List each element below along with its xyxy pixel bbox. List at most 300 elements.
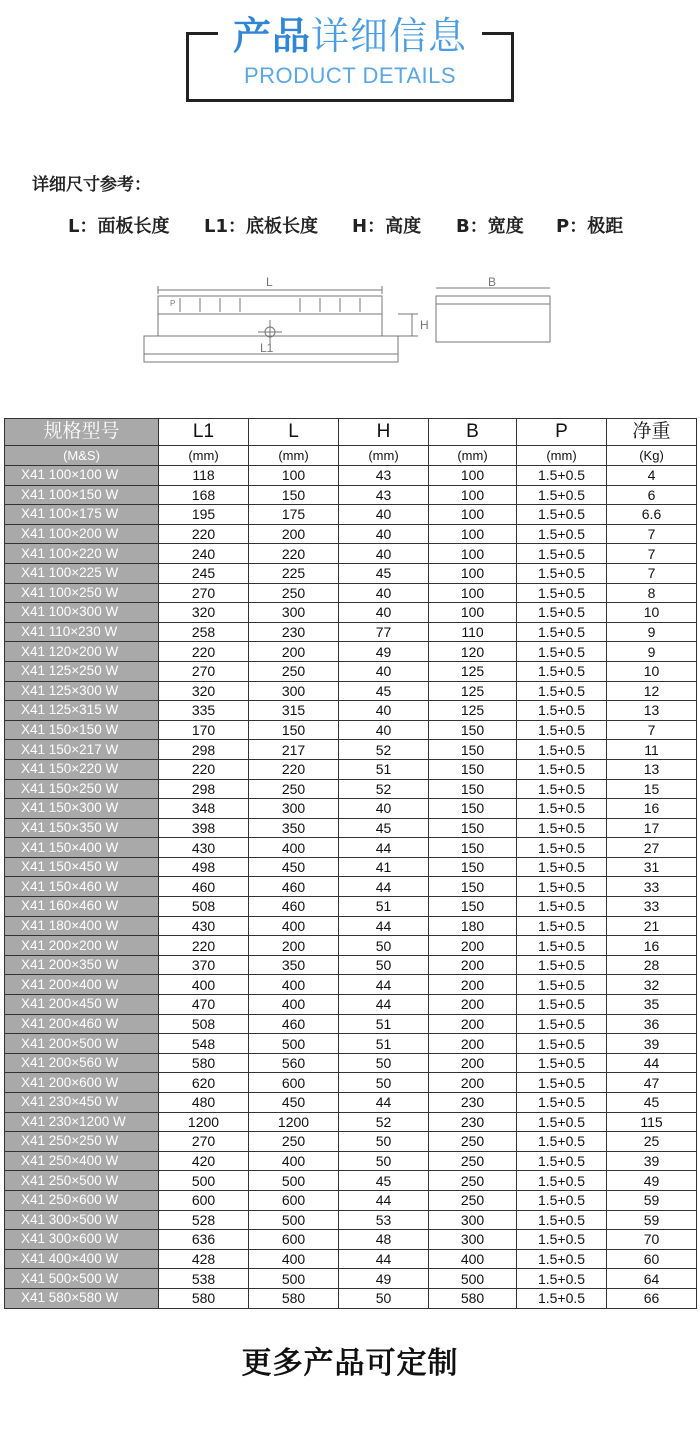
drawing-label-h: H — [420, 318, 429, 332]
cell-weight: 31 — [607, 857, 697, 877]
cell-l: 350 — [249, 955, 339, 975]
cell-b: 125 — [429, 701, 517, 721]
cell-b: 300 — [429, 1210, 517, 1230]
cell-model: X41 200×560 W — [5, 1053, 159, 1073]
cell-l: 450 — [249, 857, 339, 877]
cell-l: 300 — [249, 681, 339, 701]
cell-weight: 13 — [607, 759, 697, 779]
table-row — [5, 1053, 697, 1073]
drawing-label-l: L — [266, 276, 273, 289]
cell-l1: 548 — [159, 1034, 249, 1054]
cell-l: 230 — [249, 622, 339, 642]
table-units-row — [5, 446, 697, 466]
cell-b: 200 — [429, 1034, 517, 1054]
cell-weight: 39 — [607, 1034, 697, 1054]
cell-h: 44 — [339, 916, 429, 936]
table-row — [5, 1269, 697, 1289]
cell-model: X41 150×450 W — [5, 857, 159, 877]
cell-model: X41 120×200 W — [5, 642, 159, 662]
cell-h: 45 — [339, 681, 429, 701]
table-row — [5, 701, 697, 721]
cell-l1: 636 — [159, 1230, 249, 1250]
cell-b: 200 — [429, 975, 517, 995]
cell-h: 44 — [339, 975, 429, 995]
cell-h: 50 — [339, 955, 429, 975]
cell-b: 250 — [429, 1151, 517, 1171]
cell-p: 1.5+0.5 — [517, 838, 607, 858]
cell-b: 230 — [429, 1093, 517, 1113]
cell-l: 220 — [249, 544, 339, 564]
cell-p: 1.5+0.5 — [517, 1132, 607, 1152]
cell-p: 1.5+0.5 — [517, 1269, 607, 1289]
table-row — [5, 1093, 697, 1113]
page-subtitle: PRODUCT DETAILS — [243, 63, 457, 88]
cell-h: 40 — [339, 603, 429, 623]
cell-weight: 12 — [607, 681, 697, 701]
cell-h: 52 — [339, 779, 429, 799]
unit-b: (mm) — [429, 446, 517, 466]
cell-l1: 1200 — [159, 1112, 249, 1132]
cell-p: 1.5+0.5 — [517, 916, 607, 936]
cell-h: 50 — [339, 1073, 429, 1093]
cell-l: 460 — [249, 897, 339, 917]
cell-model: X41 150×350 W — [5, 818, 159, 838]
header-h: H — [339, 419, 429, 446]
cell-l: 580 — [249, 1288, 339, 1308]
cell-p: 1.5+0.5 — [517, 740, 607, 760]
header-model: 规格型号 — [5, 419, 159, 446]
specs-table — [4, 418, 697, 1309]
cell-h: 44 — [339, 995, 429, 1015]
cell-l: 400 — [249, 1151, 339, 1171]
cell-p: 1.5+0.5 — [517, 622, 607, 642]
cell-b: 100 — [429, 466, 517, 486]
cell-h: 50 — [339, 1132, 429, 1152]
cell-model: X41 250×500 W — [5, 1171, 159, 1191]
table-row — [5, 995, 697, 1015]
cell-model: X41 100×200 W — [5, 524, 159, 544]
table-row — [5, 485, 697, 505]
table-row — [5, 1132, 697, 1152]
cell-weight: 66 — [607, 1288, 697, 1308]
cell-l: 250 — [249, 661, 339, 681]
cell-h: 49 — [339, 1269, 429, 1289]
cell-model: X41 200×600 W — [5, 1073, 159, 1093]
cell-h: 40 — [339, 799, 429, 819]
cell-h: 44 — [339, 877, 429, 897]
cell-b: 400 — [429, 1249, 517, 1269]
cell-l: 1200 — [249, 1112, 339, 1132]
cell-h: 51 — [339, 1034, 429, 1054]
cell-h: 50 — [339, 1288, 429, 1308]
table-row — [5, 505, 697, 525]
cell-weight: 28 — [607, 955, 697, 975]
cell-b: 150 — [429, 857, 517, 877]
cell-l1: 320 — [159, 603, 249, 623]
cell-l: 350 — [249, 818, 339, 838]
cell-l1: 600 — [159, 1190, 249, 1210]
cell-p: 1.5+0.5 — [517, 661, 607, 681]
header-weight: 净重 — [607, 419, 697, 446]
cell-b: 110 — [429, 622, 517, 642]
cell-model: X41 100×225 W — [5, 563, 159, 583]
cell-model: X41 150×150 W — [5, 720, 159, 740]
cell-h: 44 — [339, 1093, 429, 1113]
cell-weight: 6 — [607, 485, 697, 505]
cell-l: 400 — [249, 975, 339, 995]
cell-weight: 36 — [607, 1014, 697, 1034]
table-row — [5, 779, 697, 799]
header-p: P — [517, 419, 607, 446]
cell-h: 51 — [339, 897, 429, 917]
cell-l: 460 — [249, 1014, 339, 1034]
cell-weight: 10 — [607, 603, 697, 623]
table-row — [5, 563, 697, 583]
dimension-drawing — [140, 276, 560, 368]
cell-model: X41 150×217 W — [5, 740, 159, 760]
table-row — [5, 1073, 697, 1093]
cell-p: 1.5+0.5 — [517, 505, 607, 525]
cell-l: 600 — [249, 1073, 339, 1093]
table-row — [5, 681, 697, 701]
unit-model: (M&S) — [5, 446, 159, 466]
cell-l: 500 — [249, 1210, 339, 1230]
cell-l1: 430 — [159, 838, 249, 858]
cell-l1: 245 — [159, 563, 249, 583]
cell-l: 150 — [249, 720, 339, 740]
cell-weight: 11 — [607, 740, 697, 760]
cell-weight: 9 — [607, 622, 697, 642]
header-b: B — [429, 419, 517, 446]
table-row — [5, 1151, 697, 1171]
cell-model: X41 250×250 W — [5, 1132, 159, 1152]
cell-weight: 7 — [607, 544, 697, 564]
cell-b: 150 — [429, 818, 517, 838]
cell-p: 1.5+0.5 — [517, 642, 607, 662]
table-row — [5, 622, 697, 642]
cell-l1: 538 — [159, 1269, 249, 1289]
cell-l1: 168 — [159, 485, 249, 505]
cell-b: 200 — [429, 995, 517, 1015]
cell-h: 40 — [339, 524, 429, 544]
cell-weight: 7 — [607, 524, 697, 544]
cell-h: 44 — [339, 1190, 429, 1210]
cell-weight: 60 — [607, 1249, 697, 1269]
cell-h: 45 — [339, 818, 429, 838]
cell-l: 600 — [249, 1190, 339, 1210]
table-row — [5, 877, 697, 897]
cell-h: 40 — [339, 720, 429, 740]
unit-p: (mm) — [517, 446, 607, 466]
cell-l1: 420 — [159, 1151, 249, 1171]
cell-h: 50 — [339, 1053, 429, 1073]
cell-l: 460 — [249, 877, 339, 897]
table-row — [5, 720, 697, 740]
cell-h: 51 — [339, 1014, 429, 1034]
page-title-light: 详细信息 — [311, 14, 468, 58]
cell-b: 150 — [429, 838, 517, 858]
cell-model: X41 150×250 W — [5, 779, 159, 799]
cell-model: X41 230×1200 W — [5, 1112, 159, 1132]
cell-l: 560 — [249, 1053, 339, 1073]
table-row — [5, 1288, 697, 1308]
cell-p: 1.5+0.5 — [517, 1093, 607, 1113]
cell-weight: 15 — [607, 779, 697, 799]
cell-l1: 500 — [159, 1171, 249, 1191]
cell-l1: 220 — [159, 759, 249, 779]
table-row — [5, 857, 697, 877]
table-row — [5, 1112, 697, 1132]
legend-item-h: H：高度 — [352, 216, 422, 237]
cell-l1: 270 — [159, 661, 249, 681]
cell-l1: 508 — [159, 1014, 249, 1034]
cell-b: 300 — [429, 1230, 517, 1250]
cell-l1: 580 — [159, 1288, 249, 1308]
cell-b: 200 — [429, 1014, 517, 1034]
cell-b: 250 — [429, 1132, 517, 1152]
cell-l1: 428 — [159, 1249, 249, 1269]
cell-l1: 298 — [159, 740, 249, 760]
drawing-top-panel — [158, 296, 382, 314]
cell-b: 150 — [429, 720, 517, 740]
cell-model: X41 200×200 W — [5, 936, 159, 956]
cell-h: 45 — [339, 1171, 429, 1191]
cell-weight: 16 — [607, 799, 697, 819]
cell-b: 100 — [429, 583, 517, 603]
cell-weight: 45 — [607, 1093, 697, 1113]
cell-p: 1.5+0.5 — [517, 818, 607, 838]
cell-model: X41 200×400 W — [5, 975, 159, 995]
cell-model: X41 250×400 W — [5, 1151, 159, 1171]
cell-p: 1.5+0.5 — [517, 1190, 607, 1210]
legend-item-l: L：面板长度 — [68, 216, 170, 237]
reference-title: 详细尺寸参考： — [32, 175, 151, 195]
cell-weight: 4 — [607, 466, 697, 486]
cell-p: 1.5+0.5 — [517, 877, 607, 897]
cell-l1: 348 — [159, 799, 249, 819]
cell-p: 1.5+0.5 — [517, 1053, 607, 1073]
cell-weight: 7 — [607, 563, 697, 583]
table-row — [5, 740, 697, 760]
unit-h: (mm) — [339, 446, 429, 466]
cell-l1: 460 — [159, 877, 249, 897]
cell-l: 500 — [249, 1034, 339, 1054]
table-row — [5, 1210, 697, 1230]
cell-model: X41 500×500 W — [5, 1269, 159, 1289]
cell-weight: 8 — [607, 583, 697, 603]
cell-model: X41 125×315 W — [5, 701, 159, 721]
drawing-label-l1: L1 — [260, 341, 274, 355]
cell-h: 48 — [339, 1230, 429, 1250]
cell-l: 175 — [249, 505, 339, 525]
cell-p: 1.5+0.5 — [517, 563, 607, 583]
cell-h: 49 — [339, 642, 429, 662]
cell-h: 40 — [339, 505, 429, 525]
cell-model: X41 150×460 W — [5, 877, 159, 897]
cell-model: X41 100×100 W — [5, 466, 159, 486]
cell-p: 1.5+0.5 — [517, 857, 607, 877]
cell-p: 1.5+0.5 — [517, 936, 607, 956]
cell-model: X41 300×500 W — [5, 1210, 159, 1230]
table-row — [5, 1034, 697, 1054]
drawing-label-p: P — [170, 299, 176, 308]
cell-h: 51 — [339, 759, 429, 779]
cell-l: 400 — [249, 995, 339, 1015]
cell-p: 1.5+0.5 — [517, 466, 607, 486]
cell-h: 44 — [339, 1249, 429, 1269]
cell-p: 1.5+0.5 — [517, 701, 607, 721]
cell-weight: 6.6 — [607, 505, 697, 525]
table-row — [5, 1230, 697, 1250]
cell-l1: 220 — [159, 936, 249, 956]
cell-l: 250 — [249, 779, 339, 799]
cell-model: X41 200×350 W — [5, 955, 159, 975]
cell-b: 200 — [429, 1073, 517, 1093]
cell-h: 40 — [339, 583, 429, 603]
cell-weight: 21 — [607, 916, 697, 936]
cell-model: X41 100×175 W — [5, 505, 159, 525]
cell-l1: 430 — [159, 916, 249, 936]
cell-weight: 35 — [607, 995, 697, 1015]
table-row — [5, 759, 697, 779]
table-row — [5, 897, 697, 917]
cell-l: 200 — [249, 936, 339, 956]
cell-weight: 59 — [607, 1210, 697, 1230]
cell-l1: 508 — [159, 897, 249, 917]
cell-weight: 27 — [607, 838, 697, 858]
cell-p: 1.5+0.5 — [517, 1014, 607, 1034]
cell-p: 1.5+0.5 — [517, 681, 607, 701]
table-header-row — [5, 419, 697, 446]
cell-h: 52 — [339, 740, 429, 760]
cell-model: X41 230×450 W — [5, 1093, 159, 1113]
cell-l: 250 — [249, 583, 339, 603]
table-row — [5, 916, 697, 936]
cell-weight: 9 — [607, 642, 697, 662]
cell-model: X41 180×400 W — [5, 916, 159, 936]
cell-l: 200 — [249, 642, 339, 662]
cell-p: 1.5+0.5 — [517, 1288, 607, 1308]
cell-l1: 370 — [159, 955, 249, 975]
cell-p: 1.5+0.5 — [517, 995, 607, 1015]
cell-b: 100 — [429, 505, 517, 525]
drawing-dim-h-line — [398, 314, 418, 336]
cell-l1: 270 — [159, 583, 249, 603]
cell-p: 1.5+0.5 — [517, 524, 607, 544]
table-row — [5, 818, 697, 838]
drawing-pole-marks — [180, 298, 360, 312]
cell-h: 52 — [339, 1112, 429, 1132]
table-row — [5, 1171, 697, 1191]
cell-b: 230 — [429, 1112, 517, 1132]
cell-b: 150 — [429, 799, 517, 819]
header-l1: L1 — [159, 419, 249, 446]
cell-h: 40 — [339, 544, 429, 564]
cell-l: 315 — [249, 701, 339, 721]
cell-p: 1.5+0.5 — [517, 1230, 607, 1250]
table-row — [5, 661, 697, 681]
cell-p: 1.5+0.5 — [517, 759, 607, 779]
cell-b: 100 — [429, 544, 517, 564]
cell-weight: 47 — [607, 1073, 697, 1093]
cell-p: 1.5+0.5 — [517, 779, 607, 799]
cell-p: 1.5+0.5 — [517, 583, 607, 603]
cell-h: 53 — [339, 1210, 429, 1230]
cell-b: 200 — [429, 936, 517, 956]
table-body — [5, 466, 697, 1309]
cell-h: 44 — [339, 838, 429, 858]
cell-l: 400 — [249, 916, 339, 936]
cell-l1: 118 — [159, 466, 249, 486]
cell-p: 1.5+0.5 — [517, 1171, 607, 1191]
cell-b: 500 — [429, 1269, 517, 1289]
cell-p: 1.5+0.5 — [517, 975, 607, 995]
table-row — [5, 466, 697, 486]
legend-item-p: P：极距 — [556, 216, 624, 237]
header-l: L — [249, 419, 339, 446]
cell-p: 1.5+0.5 — [517, 485, 607, 505]
cell-h: 40 — [339, 661, 429, 681]
cell-l: 600 — [249, 1230, 339, 1250]
cell-weight: 33 — [607, 897, 697, 917]
page-title-strong: 产品 — [232, 14, 311, 58]
table-row — [5, 603, 697, 623]
cell-l: 400 — [249, 1249, 339, 1269]
cell-b: 100 — [429, 485, 517, 505]
table-row — [5, 524, 697, 544]
cell-weight: 33 — [607, 877, 697, 897]
cell-l: 450 — [249, 1093, 339, 1113]
cell-model: X41 250×600 W — [5, 1190, 159, 1210]
cell-l: 250 — [249, 1132, 339, 1152]
legend-item-b: B：宽度 — [456, 216, 524, 237]
cell-p: 1.5+0.5 — [517, 897, 607, 917]
cell-l1: 258 — [159, 622, 249, 642]
cell-model: X41 200×500 W — [5, 1034, 159, 1054]
cell-l1: 335 — [159, 701, 249, 721]
cell-b: 150 — [429, 779, 517, 799]
cell-model: X41 110×230 W — [5, 622, 159, 642]
cell-b: 100 — [429, 563, 517, 583]
cell-l: 220 — [249, 759, 339, 779]
footer-customizable-text: 更多产品可定制 — [241, 1346, 459, 1381]
cell-h: 50 — [339, 1151, 429, 1171]
table-row — [5, 1014, 697, 1034]
cell-model: X41 160×460 W — [5, 897, 159, 917]
cell-weight: 49 — [607, 1171, 697, 1191]
cell-p: 1.5+0.5 — [517, 1112, 607, 1132]
table-row — [5, 544, 697, 564]
unit-l: (mm) — [249, 446, 339, 466]
cell-l1: 398 — [159, 818, 249, 838]
cell-l: 100 — [249, 466, 339, 486]
table-row — [5, 642, 697, 662]
legend-item-l1: L1：底板长度 — [204, 216, 318, 237]
dimension-legend — [68, 212, 668, 240]
cell-h: 50 — [339, 936, 429, 956]
cell-model: X41 100×250 W — [5, 583, 159, 603]
cell-b: 250 — [429, 1171, 517, 1191]
cell-b: 150 — [429, 877, 517, 897]
cell-l1: 470 — [159, 995, 249, 1015]
cell-p: 1.5+0.5 — [517, 603, 607, 623]
cell-p: 1.5+0.5 — [517, 720, 607, 740]
table-row — [5, 1249, 697, 1269]
cell-model: X41 300×600 W — [5, 1230, 159, 1250]
cell-weight: 10 — [607, 661, 697, 681]
table-row — [5, 838, 697, 858]
cell-weight: 17 — [607, 818, 697, 838]
